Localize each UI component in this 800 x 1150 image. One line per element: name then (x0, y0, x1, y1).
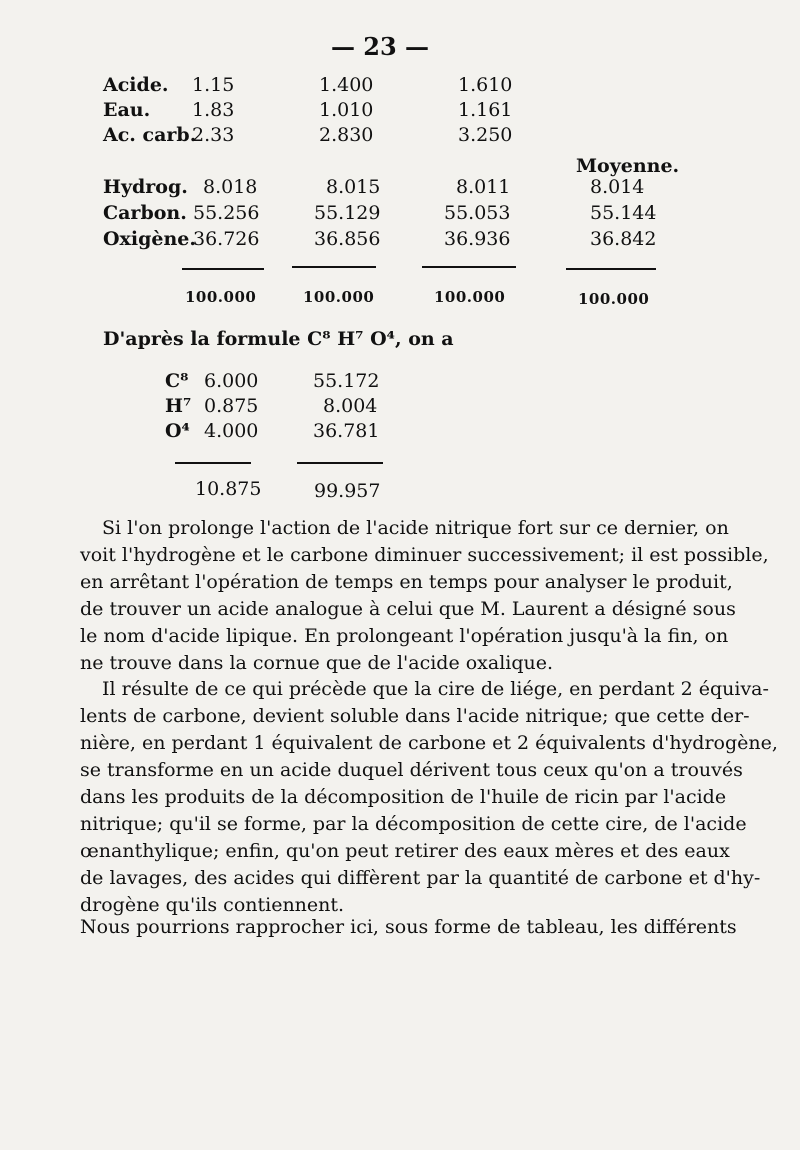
text-line: ne trouve dans la cornue que de l'acide oxalique. (80, 652, 554, 674)
text-line: le nom d'acide lipique. En prolongeant l'opération jusqu'à la fin, on (80, 625, 729, 647)
text-line: lents de carbone, devient soluble dans l'acide nitrique; que cette der- (80, 705, 750, 727)
table-cell: 1.83 (192, 99, 235, 121)
sum-rule (297, 462, 383, 464)
text-line: Il résulte de ce qui précède que la cire de liége, en perdant 2 équiva- (102, 678, 769, 700)
table-cell: 8.018 (203, 176, 258, 198)
weight-cell: 0.875 (204, 395, 259, 417)
total-cell: 100.000 (434, 288, 506, 306)
total-cell: 10.875 (195, 478, 262, 500)
text-line: Si l'on prolonge l'action de l'acide nitrique fort sur ce dernier, on (102, 517, 729, 539)
row-label: Acide. (103, 74, 169, 96)
row-label: Hydrog. (103, 176, 188, 198)
element-label: H⁷ (165, 395, 192, 417)
table-cell: 55.129 (314, 202, 381, 224)
table-cell: 8.011 (456, 176, 511, 198)
percent-cell: 55.172 (313, 370, 380, 392)
sum-rule (566, 268, 656, 270)
table-cell: 8.015 (326, 176, 381, 198)
percent-cell: 8.004 (323, 395, 378, 417)
table-cell: 36.856 (314, 228, 381, 250)
row-label: Carbon. (103, 202, 187, 224)
text-line: nitrique; qu'il se forme, par la décomposition de cette cire, de l'acide (80, 813, 747, 835)
total-cell: 100.000 (578, 290, 650, 308)
table-cell: 36.726 (193, 228, 260, 250)
table-cell: 2.33 (192, 124, 235, 146)
table-cell: 1.161 (458, 99, 513, 121)
paragraph-1 (80, 515, 769, 677)
element-label: O⁴ (165, 420, 190, 442)
formula-intro: D'après la formule C⁸ H⁷ O⁴, on a (103, 328, 454, 350)
sum-rule (292, 266, 376, 268)
table-cell: 55.053 (444, 202, 511, 224)
text-line: nière, en perdant 1 équivalent de carbone et 2 équivalents d'hydrogène, (80, 732, 778, 754)
text-line: se transforme en un acide duquel dérivent tous ceux qu'on a trouvés (80, 759, 743, 781)
text-line: de trouver un acide analogue à celui que M. Laurent a désigné sous (80, 598, 736, 620)
text-line: Nous pourrions rapprocher ici, sous forme de tableau, les différents (80, 916, 737, 938)
table-cell: 36.936 (444, 228, 511, 250)
table-cell: 36.842 (590, 228, 657, 250)
sum-rule (182, 268, 264, 270)
table-cell: 55.256 (193, 202, 260, 224)
table-cell: 1.610 (458, 74, 513, 96)
moyenne-header: Moyenne. (576, 155, 680, 177)
table-cell: 1.400 (319, 74, 374, 96)
table-cell: 1.010 (319, 99, 374, 121)
total-cell: 99.957 (314, 480, 381, 502)
table-cell: 8.014 (590, 176, 645, 198)
table-cell: 2.830 (319, 124, 374, 146)
total-cell: 100.000 (185, 288, 257, 306)
text-line: de lavages, des acides qui diffèrent par la quantité de carbone et d'hy- (80, 867, 761, 889)
row-label: Eau. (103, 99, 151, 121)
percent-cell: 36.781 (313, 420, 380, 442)
sum-rule (422, 266, 516, 268)
table-cell: 3.250 (458, 124, 513, 146)
table-cell: 1.15 (192, 74, 235, 96)
text-line: en arrêtant l'opération de temps en temps pour analyser le produit, (80, 571, 733, 593)
page-number: — 23 — (330, 32, 430, 61)
weight-cell: 6.000 (204, 370, 259, 392)
element-label: C⁸ (165, 370, 189, 392)
text-line: œnanthylique; enfin, qu'on peut retirer des eaux mères et des eaux (80, 840, 730, 862)
sum-rule (175, 462, 251, 464)
row-label: Ac. carb. (103, 124, 197, 146)
row-label: Oxigène. (103, 228, 196, 250)
table-cell: 55.144 (590, 202, 657, 224)
text-line: drogène qu'ils contiennent. (80, 894, 345, 916)
paragraph-3 (80, 914, 737, 941)
paragraph-2 (80, 676, 778, 919)
text-line: voit l'hydrogène et le carbone diminuer successivement; il est possible, (80, 544, 769, 566)
weight-cell: 4.000 (204, 420, 259, 442)
total-cell: 100.000 (303, 288, 375, 306)
text-line: dans les produits de la décomposition de l'huile de ricin par l'acide (80, 786, 727, 808)
